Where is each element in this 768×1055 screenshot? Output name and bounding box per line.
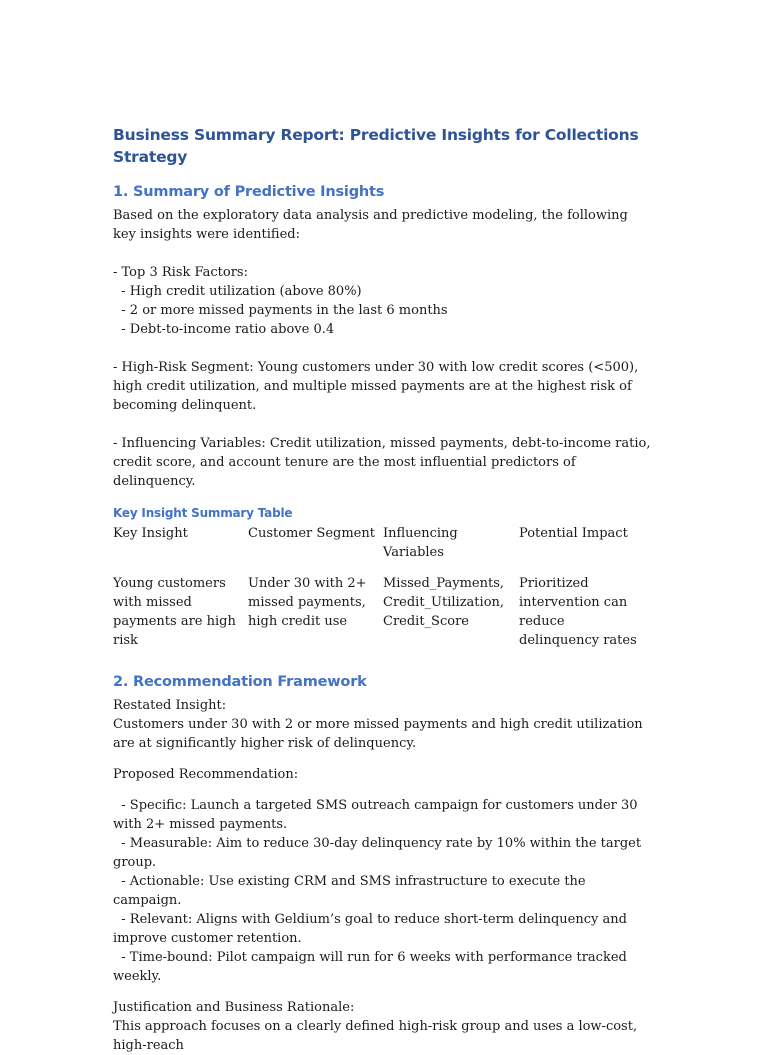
table-heading: Key Insight Summary Table (113, 506, 293, 520)
smart-item: - Time-bound: Pilot campaign will run for 6 weeks with performance tracked weekly. (113, 950, 631, 984)
risk-factor-item: - Debt-to-income ratio above 0.4 (113, 322, 335, 337)
table-header-row (113, 524, 653, 574)
justification-text: This approach focuses on a clearly defined high-risk group and uses a low-cost, high-reach (113, 1019, 638, 1053)
influencing-variables: - Influencing Variables: Credit utilization, missed payments, debt-to-income ratio, credit score, and account tenure are the most influential predictors of delinquency. (113, 436, 651, 489)
table-header-cell: Influencing Variables (383, 526, 458, 560)
table-cell: Young customers with missed payments are high risk (113, 576, 236, 648)
risk-factors-label: - Top 3 Risk Factors: (113, 265, 248, 280)
table-row (113, 574, 653, 650)
table-header-cell: Key Insight (113, 526, 188, 541)
smart-item: - Relevant: Aligns with Geldium’s goal to reduce short-term delinquency and improve customer retention. (113, 912, 632, 946)
smart-item: - Measurable: Aim to reduce 30-day delinquency rate by 10% within the target group. (113, 836, 646, 870)
restated-insight-text: Customers under 30 with 2 or more missed payments and high credit utilization are at significantly higher risk of delinquency. (113, 717, 643, 751)
table-cell: Missed_Payments, Credit_Utilization, Credit_Score (383, 576, 505, 629)
section-1-intro: Based on the exploratory data analysis and predictive modeling, the following key insights were identified: (113, 208, 628, 242)
document-page (113, 124, 653, 1055)
insight-summary-table (113, 524, 653, 650)
smart-item: - Specific: Launch a targeted SMS outreach campaign for customers under 30 with 2+ missed payments. (113, 798, 642, 832)
smart-item: - Actionable: Use existing CRM and SMS infrastructure to execute the campaign. (113, 874, 590, 908)
section-2-heading: 2. Recommendation Framework (113, 674, 367, 690)
justification-label: Justification and Business Rationale: (113, 1000, 355, 1015)
table-header-cell: Customer Segment (248, 526, 375, 541)
risk-factor-item: - High credit utilization (above 80%) (113, 284, 362, 299)
table-cell: Under 30 with 2+ missed payments, high credit use (248, 576, 367, 629)
section-1-heading: 1. Summary of Predictive Insights (113, 184, 385, 200)
proposed-recommendation-label: Proposed Recommendation: (113, 767, 299, 782)
report-title: Business Summary Report: Predictive Insights for Collections Strategy (113, 126, 639, 166)
risk-factor-item: - 2 or more missed payments in the last 6 months (113, 303, 448, 318)
high-risk-segment: - High-Risk Segment: Young customers under 30 with low credit scores (<500), high credit utilization, and multiple missed payments are at the highest risk of becoming delinquent. (113, 360, 639, 413)
table-cell: Prioritized intervention can reduce delinquency rates (519, 576, 637, 648)
table-header-cell: Potential Impact (519, 526, 628, 541)
restated-insight-label: Restated Insight: (113, 698, 227, 713)
